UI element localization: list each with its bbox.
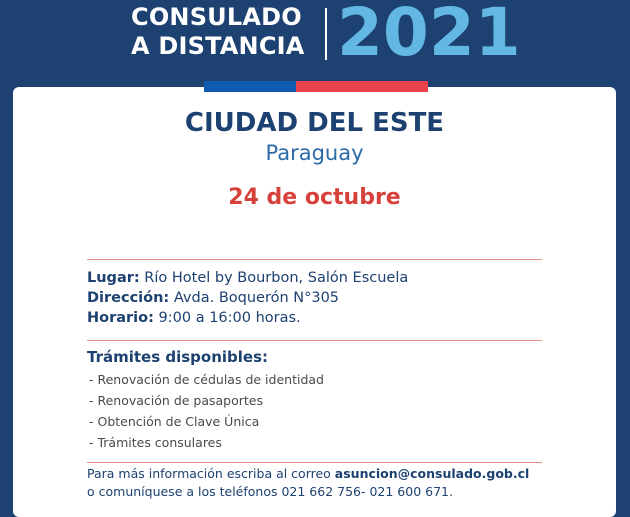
lugar-row xyxy=(87,268,542,288)
contact-phones: o comuníquese a los teléfonos 021 662 756- 021 600 671. xyxy=(87,484,453,499)
contact-info xyxy=(87,465,607,501)
lugar-value: Río Hotel by Bourbon, Salón Escuela xyxy=(144,270,409,286)
program-title xyxy=(131,3,317,61)
info-card xyxy=(13,87,616,517)
city-title: CIUDAD DEL ESTE xyxy=(184,108,445,138)
tramites-item: - Renovación de cédulas de identidad xyxy=(89,372,324,387)
tramites-list xyxy=(89,369,529,453)
header xyxy=(0,0,630,80)
program-title-line2: A DISTANCIA xyxy=(131,32,305,60)
flag-stripe-blue xyxy=(204,81,296,92)
program-year: 2021 xyxy=(337,0,521,71)
divider-middle xyxy=(87,340,542,341)
divider-bottom xyxy=(87,462,542,463)
tramites-item: - Obtención de Clave Única xyxy=(89,414,260,429)
contact-line1 xyxy=(87,465,607,483)
flag-stripe-red xyxy=(296,81,428,92)
tramites-item: - Trámites consulares xyxy=(89,435,222,450)
direccion-value: Avda. Boquerón N°305 xyxy=(173,290,340,306)
horario-value: 9:00 a 16:00 horas. xyxy=(158,310,301,326)
contact-text: Para más información escriba al correo xyxy=(87,466,335,481)
direccion-row xyxy=(87,288,542,308)
horario-row xyxy=(87,308,542,328)
title-divider xyxy=(325,8,327,60)
flag-stripe xyxy=(204,81,428,92)
tramites-item: - Renovación de pasaportes xyxy=(89,393,264,408)
lugar-label: Lugar: xyxy=(87,270,140,286)
details-block xyxy=(87,268,542,328)
tramites-title: Trámites disponibles: xyxy=(87,348,269,366)
divider-top xyxy=(87,259,542,260)
direccion-label: Dirección: xyxy=(87,290,170,306)
country-subtitle: Paraguay xyxy=(265,141,364,165)
contact-email[interactable]: asuncion@consulado.gob.cl xyxy=(334,466,530,481)
horario-label: Horario: xyxy=(87,310,154,326)
program-title-line1: CONSULADO xyxy=(131,3,302,31)
event-date: 24 de octubre xyxy=(228,185,401,210)
